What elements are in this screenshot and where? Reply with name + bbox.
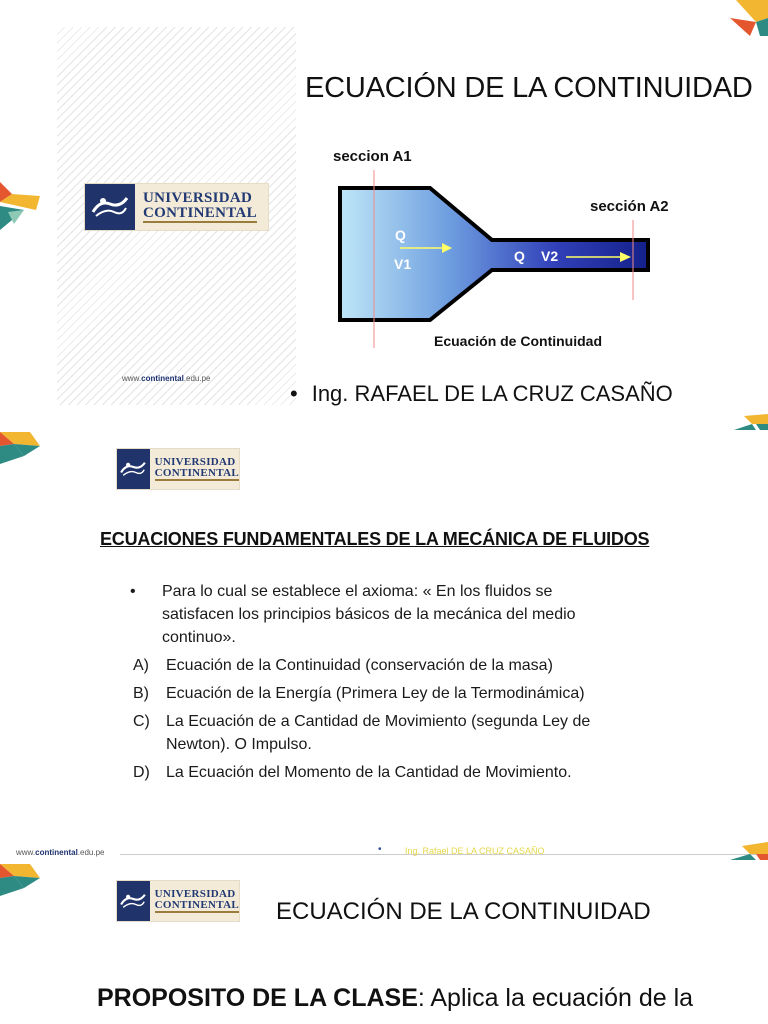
url-prefix: www. <box>16 848 36 857</box>
bullet-dot-icon: • <box>130 583 136 600</box>
continental-emblem-icon <box>119 890 147 912</box>
logo-emblem-icon <box>117 449 150 489</box>
axiom-bullet <box>130 580 610 649</box>
logo-line-1: UNIVERSIDAD <box>154 887 236 900</box>
label-section-a1: seccion A1 <box>333 148 412 165</box>
url-main: continental <box>35 848 78 857</box>
list-item <box>133 761 653 784</box>
list-item-text: Ecuación de la Continuidad (conservación de la masa) <box>166 657 553 674</box>
list-item <box>133 654 653 677</box>
corner-decoration-left-top <box>0 864 40 896</box>
university-logo <box>84 183 269 231</box>
slide-1-title: ECUACIÓN DE LA CONTINUIDAD <box>305 72 753 104</box>
list-item-label: B) <box>133 685 149 702</box>
footer-site-url <box>16 848 105 857</box>
list-item <box>133 682 653 705</box>
slide-3-title: ECUACIÓN DE LA CONTINUIDAD <box>276 898 651 925</box>
logo-line-1: UNIVERSIDAD <box>154 455 236 468</box>
label-section-a2: sección A2 <box>590 198 669 215</box>
list-item <box>133 710 653 756</box>
logo-line-2: CONTINENTAL <box>143 206 257 223</box>
class-purpose-label: PROPOSITO DE LA CLASE <box>97 984 418 1012</box>
slide-2 <box>0 430 768 860</box>
corner-decoration-right-mid <box>734 414 768 430</box>
continental-emblem-icon <box>90 192 130 222</box>
list-item-text: Ecuación de la Energía (Primera Ley de la Termodinámica) <box>166 685 585 702</box>
label-v1: V1 <box>394 256 412 272</box>
diagram-caption: Ecuación de Continuidad <box>434 333 603 349</box>
label-q-left: Q <box>395 227 406 243</box>
list-item-label: D) <box>133 764 150 781</box>
bullet-dot-icon: • <box>290 381 298 406</box>
university-logo-slide-2 <box>116 448 240 490</box>
corner-decoration-left-top <box>0 432 40 464</box>
url-suffix: .edu.pe <box>77 848 105 857</box>
class-purpose-text: : Aplica la ecuación de la <box>417 984 694 1012</box>
url-suffix: .edu.pe <box>183 374 211 383</box>
corner-decoration-top-right <box>726 0 768 36</box>
author-name: Ing. RAFAEL DE LA CRUZ CASAÑO <box>311 381 673 406</box>
list-item-text: La Ecuación de a Cantidad de Movimiento (segunda Ley de Newton). O Impulso. <box>166 713 591 753</box>
url-main: continental <box>141 374 184 383</box>
slide-1 <box>0 0 768 430</box>
axiom-text: Para lo cual se establece el axioma: « En los fluidos se satisfacen los principios básicos de la mecánica del medio continuo». <box>162 583 576 646</box>
footer-bullet-icon: • <box>378 844 382 855</box>
list-item-label: A) <box>133 657 149 674</box>
list-item-label: C) <box>133 713 150 730</box>
logo-line-1: UNIVERSIDAD <box>143 189 253 206</box>
logo-line-2: CONTINENTAL <box>155 468 239 481</box>
equations-list <box>133 654 653 789</box>
label-v2: V2 <box>541 248 559 264</box>
label-q-right: Q <box>514 248 525 264</box>
logo-line-2: CONTINENTAL <box>155 900 239 913</box>
cover-site-url <box>122 374 211 383</box>
corner-decoration-left <box>0 182 40 236</box>
url-prefix: www. <box>122 374 142 383</box>
logo-emblem-icon <box>117 881 150 921</box>
continuity-pipe-diagram <box>320 140 680 355</box>
author-bullet <box>290 381 673 407</box>
list-item-text: La Ecuación del Momento de la Cantidad de Movimiento. <box>166 764 572 781</box>
slide-2-heading: ECUACIONES FUNDAMENTALES DE LA MECÁNICA DE FLUIDOS <box>100 529 650 549</box>
corner-decoration-right-bottom <box>730 842 768 860</box>
slide-3 <box>0 860 768 1024</box>
continental-emblem-icon <box>119 458 147 480</box>
footer-author: Ing. Rafael DE LA CRUZ CASAÑO <box>405 846 545 856</box>
class-purpose <box>97 984 693 1013</box>
university-logo-slide-3 <box>116 880 240 922</box>
logo-emblem-icon <box>85 184 135 230</box>
